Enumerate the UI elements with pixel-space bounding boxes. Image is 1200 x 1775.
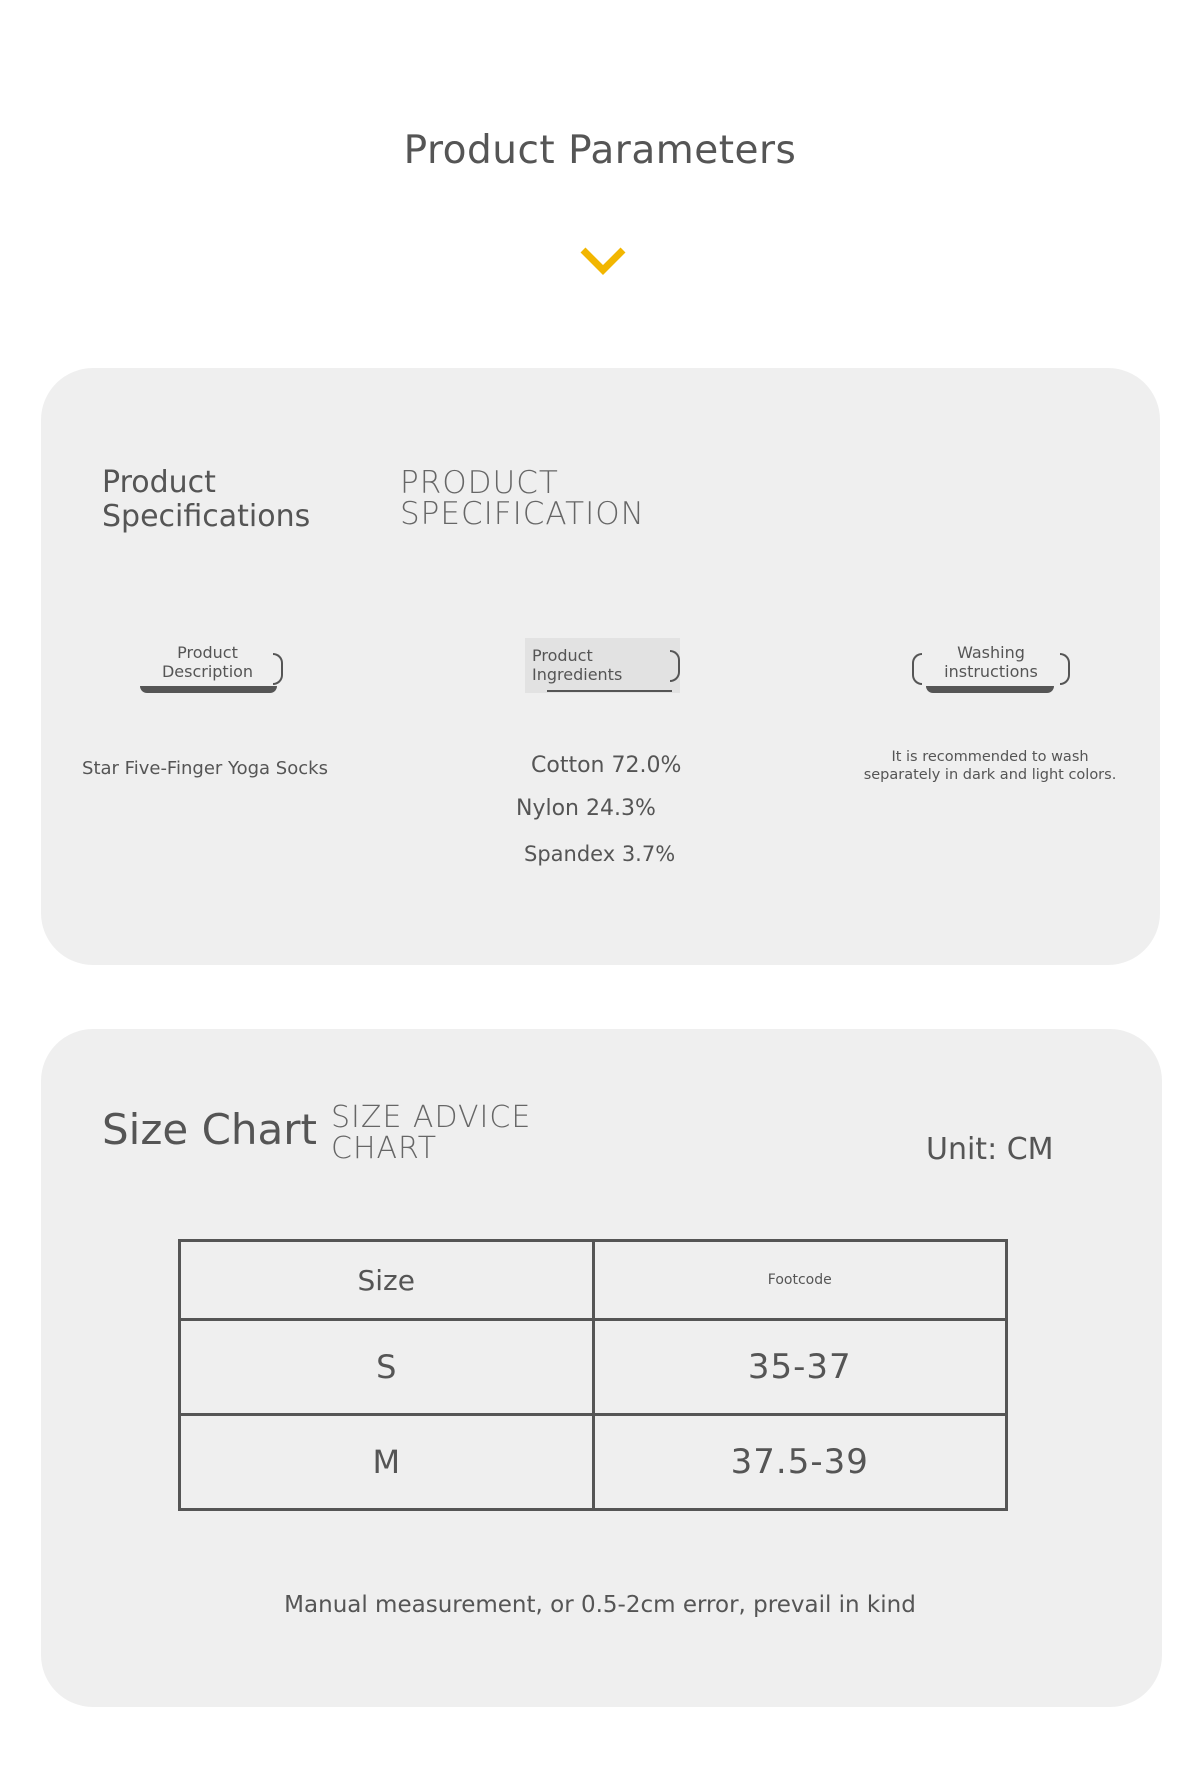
- badge-product-ingredients: [525, 638, 680, 693]
- product-description-value: Star Five-Finger Yoga Socks: [82, 758, 328, 779]
- measurement-note: Manual measurement, or 0.5-2cm error, prevail in kind: [284, 1592, 916, 1618]
- table-header-cell: Footcode: [593, 1241, 1007, 1320]
- ingredient-line: Spandex 3.7%: [524, 842, 676, 866]
- ingredient-line: Nylon 24.3%: [516, 796, 656, 821]
- table-row: [180, 1320, 1007, 1415]
- badge-underline: [547, 690, 672, 692]
- table-cell: M: [180, 1415, 594, 1510]
- table-cell: S: [180, 1320, 594, 1415]
- badge-label: Washing instructions: [944, 643, 1038, 681]
- badge-label: Product Description: [161, 643, 254, 681]
- section-title-line: Product: [102, 465, 216, 500]
- unit-label: Unit: CM: [926, 1132, 1054, 1167]
- size-table: [178, 1239, 1008, 1511]
- washing-instructions-value: It is recommended to wash separately in dark and light colors.: [863, 749, 1117, 783]
- badge-bracket: [670, 650, 680, 682]
- section-title-english-line: PRODUCT: [400, 465, 559, 501]
- chevron-down-icon: [579, 246, 627, 276]
- badge-bracket: [273, 653, 283, 685]
- size-chart-title-english-line: CHART: [331, 1131, 438, 1166]
- table-cell: 35-37: [593, 1320, 1007, 1415]
- badge-underline: [926, 686, 1054, 693]
- badge-bracket: [1060, 653, 1070, 685]
- table-row: [180, 1415, 1007, 1510]
- badge-underline: [140, 686, 277, 693]
- table-cell: 37.5-39: [593, 1415, 1007, 1510]
- ingredient-line: Cotton 72.0%: [531, 753, 682, 778]
- badge-bracket: [912, 653, 922, 685]
- table-header-cell: Size: [180, 1241, 594, 1320]
- size-chart-title-english-line: SIZE ADVICE: [331, 1100, 532, 1135]
- badge-product-description: [135, 641, 290, 697]
- badge-label: Product Ingredients: [532, 646, 623, 684]
- section-title-english-line: SPECIFICATION: [400, 496, 645, 532]
- table-header-row: [180, 1241, 1007, 1320]
- badge-washing-instructions: [912, 641, 1070, 697]
- page-title: Product Parameters: [403, 128, 797, 173]
- section-title-line: Specifications: [102, 499, 311, 534]
- section-title: [102, 466, 310, 534]
- size-chart-title-english: [331, 1102, 531, 1164]
- size-chart-title: Size Chart: [102, 1105, 317, 1154]
- section-title-english: [400, 465, 645, 532]
